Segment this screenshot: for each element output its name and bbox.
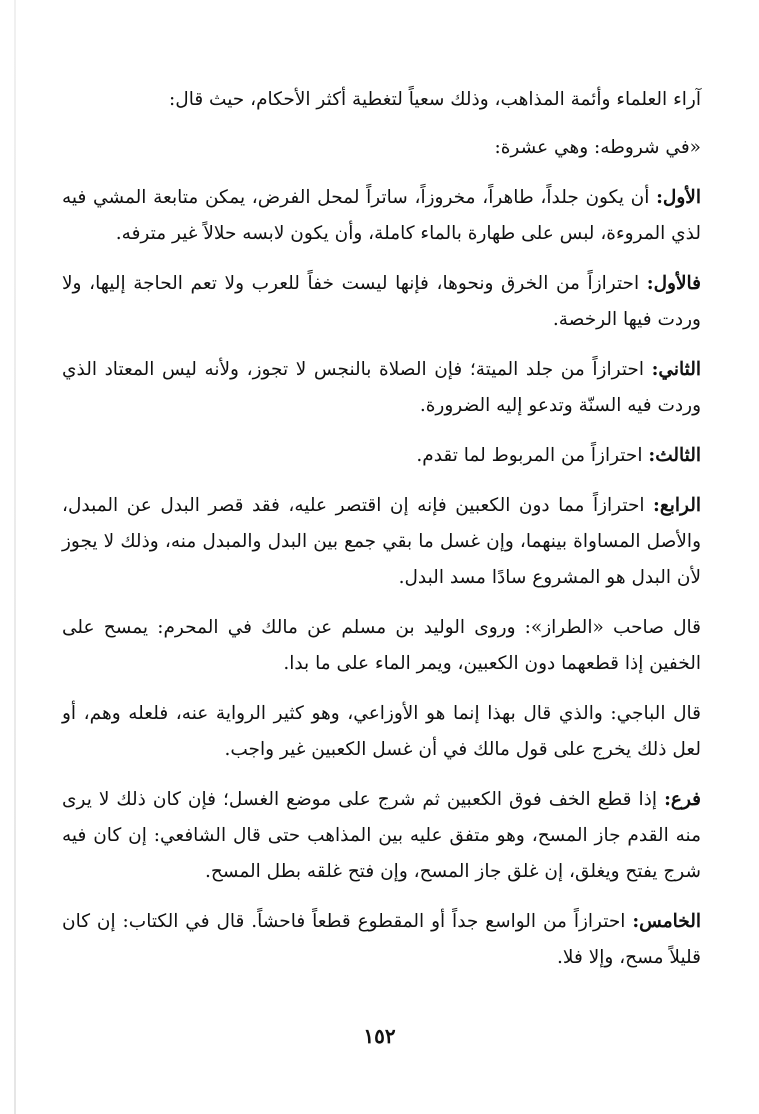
paragraph-fifth [62, 904, 701, 976]
body-text [62, 82, 701, 990]
paragraph-term: الثالث: [648, 445, 701, 466]
paragraph-text: قال صاحب «الطراز»: وروى الوليد بن مسلم عن مالك في المحرم: يمسح على الخفين إذا قطعهما دون الكعبين، ويمر الماء على ما بدا. [62, 617, 701, 674]
paragraph-baji-quote [62, 696, 701, 768]
paragraph-branch [62, 782, 701, 890]
paragraph-term: الثاني: [651, 359, 701, 380]
paragraph-term: فالأول: [646, 273, 701, 294]
paragraph-text: احترازاً من المربوط لما تقدم. [416, 445, 649, 466]
paragraph-tiraz-quote [62, 610, 701, 682]
paragraph-text: أن يكون جلداً، طاهراً، مخروزاً، ساتراً لمحل الفرض، يمكن متابعة المشي فيه لذي المروءة، لبس على طهارة بالماء كاملة، وأن يكون لابسه حلالاً غير مترفه. [62, 187, 701, 244]
paragraph-second [62, 352, 701, 424]
paragraph-text: احترازاً من الواسع جداً أو المقطوع قطعاً فاحشاً. قال في الكتاب: إن كان قليلاً مسح، وإلا فلا. [62, 911, 701, 968]
paragraph-text: احترازاً من جلد الميتة؛ فإن الصلاة بالنجس لا تجوز، ولأنه ليس المعتاد الذي وردت فيه السنّة وتدعو إليه الضرورة. [62, 359, 701, 416]
paragraph-text: قال الباجي: والذي قال بهذا إنما هو الأوزاعي، وهو كثير الرواية عنه، فلعله وهم، أو لعل ذلك يخرج على قول مالك في أن غسل الكعبين غير واجب. [62, 703, 701, 760]
paragraph-conditions-heading [62, 130, 701, 166]
paragraph-text: آراء العلماء وأئمة المذاهب، وذلك سعياً لتغطية أكثر الأحكام، حيث قال: [169, 89, 701, 110]
paragraph-term: الأول: [656, 187, 701, 208]
paragraph-text: احترازاً من الخرق ونحوها، فإنها ليست خفاً للعرب ولا تعم الحاجة إليها، ولا وردت فيها الرخصة. [62, 273, 701, 330]
paragraph-fourth [62, 488, 701, 596]
paragraph-third [62, 438, 701, 474]
paragraph-term: الرابع: [653, 495, 701, 516]
paragraph-text: «في شروطه: وهي عشرة: [494, 137, 701, 158]
paragraph-term: الخامس: [632, 911, 701, 932]
paragraph-first-condition [62, 180, 701, 252]
paragraph-term: فرع: [664, 789, 701, 810]
paragraph-text: احترازاً مما دون الكعبين فإنه إن اقتصر عليه، فقد قصر البدل عن المبدل، والأصل المساواة بينهما، وإن غسل ما بقي جمع بين البدل والمبدل منه، وذلك لا يجوز لأن البدل هو المشروع سادًا مسد البدل. [62, 495, 701, 588]
paragraph-intro [62, 82, 701, 118]
paragraph-text: إذا قطع الخف فوق الكعبين ثم شرج على موضع الغسل؛ فإن كان ذلك لا يرى منه القدم جاز المسح، وهو متفق عليه بين المذاهب حتى قال الشافعي: إن كان فيه شرج يفتح ويغلق، إن غلق جاز المسح، وإن فتح غلقه بطل المسح. [62, 789, 701, 882]
page-number: ١٥٢ [363, 1024, 396, 1048]
paragraph-explanation-first [62, 266, 701, 338]
page-edge-shadow [14, 0, 16, 1114]
